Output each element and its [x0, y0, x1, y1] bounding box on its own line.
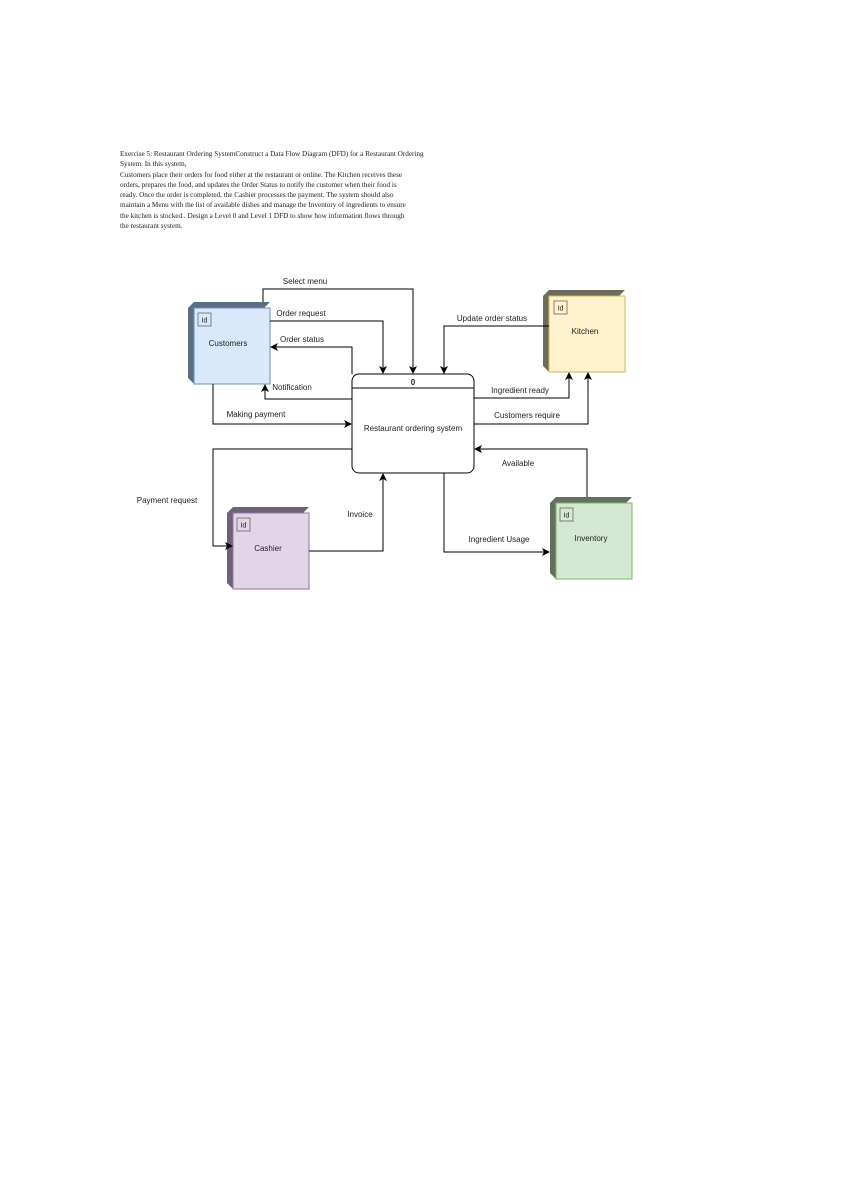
flow-label-order-request: Order request [276, 309, 326, 318]
entity-customers[interactable] [188, 302, 270, 384]
exercise-line: the kitchen is stocked . Design a Level 0 and Level 1 DFD to show how information flows through [120, 211, 405, 220]
entity-customers-label: Customers [208, 339, 248, 348]
exercise-line: the restaurant system. [120, 222, 183, 231]
flow-label-payment-request: Payment request [136, 496, 198, 505]
entity-inventory-shade [550, 497, 632, 503]
exercise-line: orders, prepares the food, and updates the Order Status to notify the customer when their food is [120, 180, 397, 189]
entity-customers-shade [188, 302, 270, 308]
flow-label-order-status: Order status [279, 335, 325, 344]
entity-inventory-id: Id [563, 512, 570, 520]
entity-kitchen[interactable] [543, 290, 625, 372]
flow-update-order-status-line [444, 326, 549, 373]
entity-cashier-shade [227, 507, 309, 513]
exercise-line: System. In this system, [120, 160, 187, 169]
flow-select-menu-line [263, 289, 413, 373]
entity-cashier-label: Cashier [254, 544, 282, 553]
flow-order-status-line [271, 347, 352, 374]
flow-label-notification: Notification [272, 383, 312, 392]
exercise-line: ready. Once the order is completed, the Cashier processes the payment. The system should also [120, 191, 394, 200]
exercise-line: maintain a Menu with the list of available dishes and manage the Inventory of ingredients to ensure [120, 201, 406, 210]
entity-inventory[interactable] [550, 497, 632, 579]
process-label: Restaurant ordering system [363, 424, 463, 433]
entity-kitchen-shade [543, 296, 549, 372]
flow-available-line [475, 449, 587, 497]
entity-customers-shade [188, 308, 194, 384]
exercise-line: Customers place their orders for food either at the restaurant or online. The Kitchen receives these [120, 170, 403, 179]
entity-cashier[interactable] [227, 507, 309, 589]
process-restaurant-ordering[interactable] [352, 374, 474, 473]
flow-label-update-order-status: Update order status [456, 314, 528, 323]
flow-label-ingredient-usage: Ingredient Usage [468, 535, 530, 544]
entity-customers-id: Id [201, 317, 208, 325]
entity-kitchen-shade [543, 290, 625, 296]
exercise-line: Exercise 5: Restaurant Ordering SystemConstruct a Data Flow Diagram (DFD) for a Restaurant Ordering [120, 150, 424, 158]
flow-label-customers-require: Customers require [494, 411, 560, 420]
entity-cashier-id: Id [240, 522, 247, 530]
flow-label-available: Available [501, 459, 535, 468]
flow-label-ingredient-ready: Ingredient ready [491, 386, 549, 395]
entity-kitchen-label: Kitchen [571, 327, 599, 336]
flow-label-making-payment: Making payment [226, 410, 286, 419]
entity-kitchen-id: Id [557, 305, 564, 313]
flow-label-invoice: Invoice [347, 510, 373, 519]
flow-label-select-menu: Select menu [282, 277, 328, 286]
entity-inventory-label: Inventory [574, 534, 608, 543]
process-number: 0 [410, 378, 416, 387]
entity-cashier-shade [227, 513, 233, 589]
entity-inventory-shade [550, 503, 556, 579]
